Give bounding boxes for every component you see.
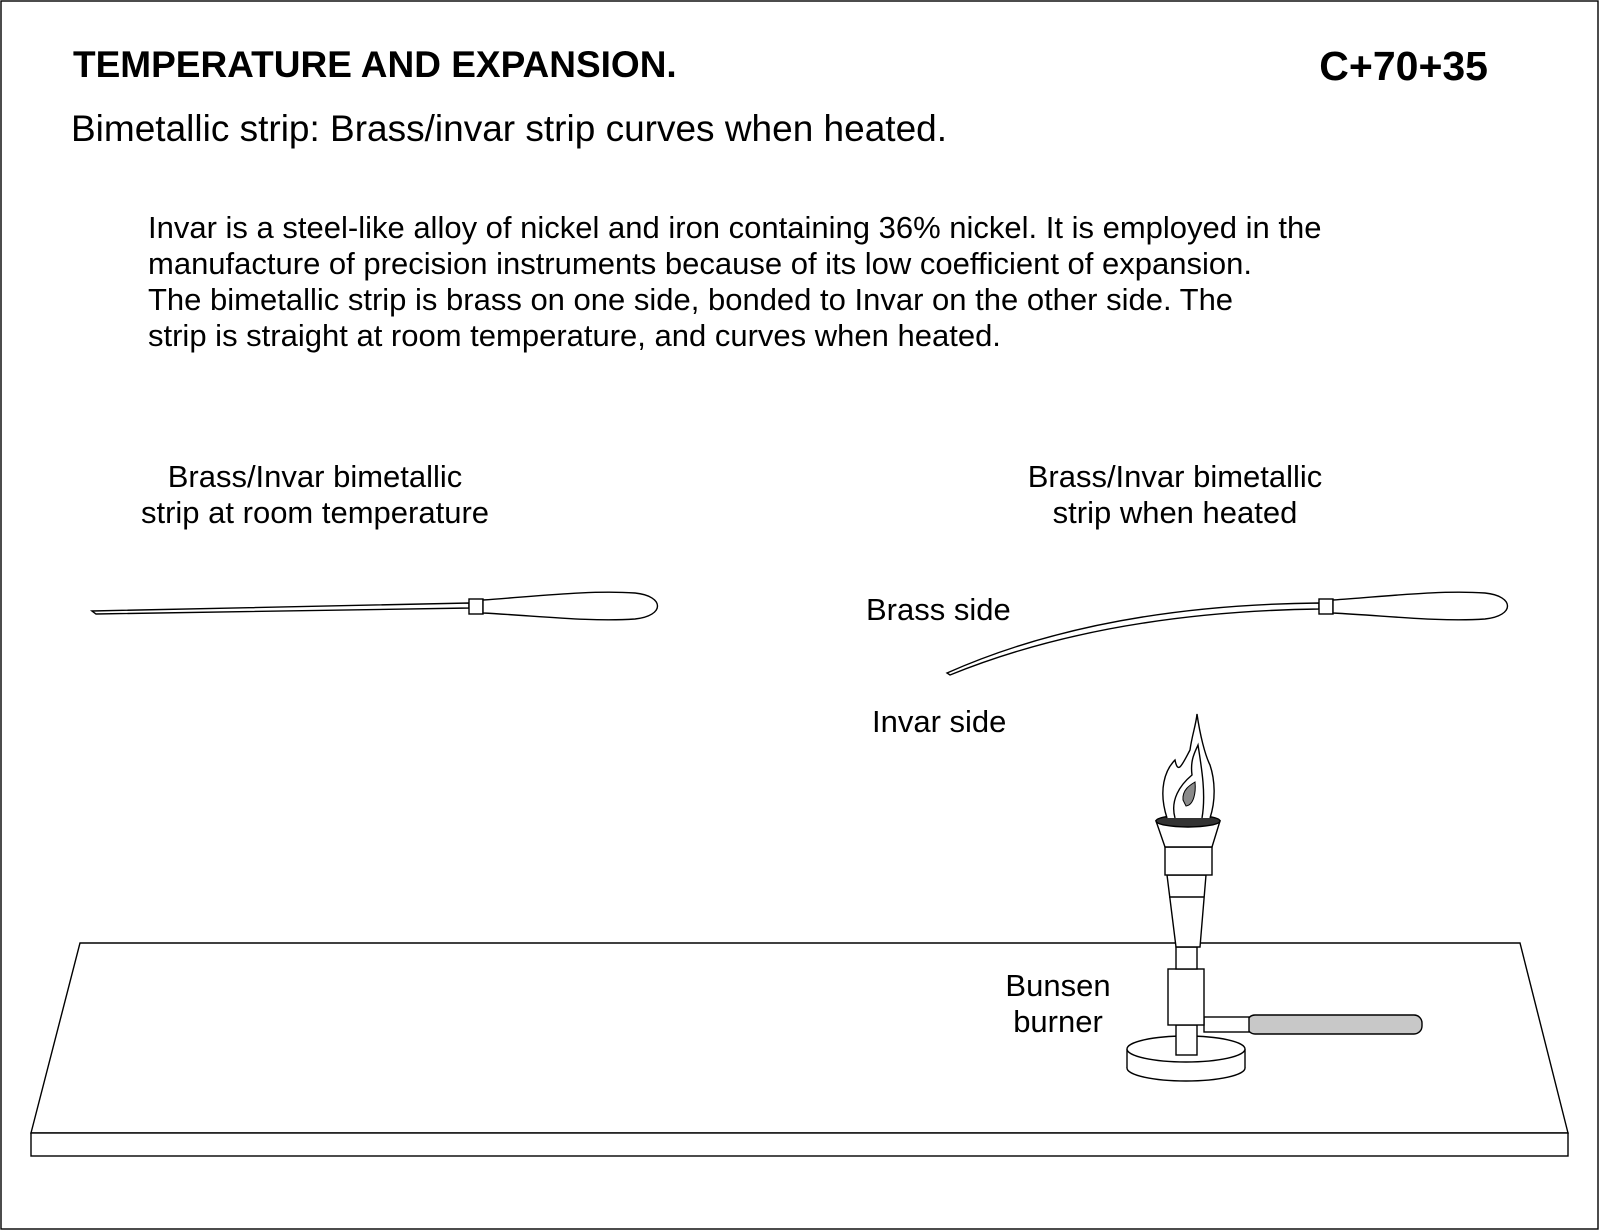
description-line: Invar is a steel-like alloy of nickel and iron containing 36% nickel. It is employed in the <box>148 210 1322 245</box>
table <box>31 943 1568 1156</box>
curved-bimetallic-strip <box>947 592 1508 675</box>
burner-tube <box>1167 875 1206 947</box>
bunsen-label-line1: Bunsen <box>1005 968 1111 1003</box>
description-line: strip is straight at room temperature, and curves when heated. <box>148 318 1001 353</box>
gas-hose <box>1247 1015 1422 1034</box>
description-line: manufacture of precision instruments because of its low coefficient of expansion. <box>148 246 1252 281</box>
description-line: The bimetallic strip is brass on one side, bonded to Invar on the other side. The <box>148 282 1234 317</box>
brass-side-label: Brass side <box>866 592 1011 627</box>
room-temp-label-line2: strip at room temperature <box>140 495 490 530</box>
strip-handle <box>1333 592 1508 620</box>
invar-side-label: Invar side <box>872 704 1007 739</box>
straight-bimetallic-strip <box>92 592 658 620</box>
page-subtitle: Bimetallic strip: Brass/invar strip curves when heated. <box>71 108 948 149</box>
bunsen-label-line2: burner <box>1013 1004 1103 1039</box>
page-title: TEMPERATURE AND EXPANSION. <box>73 44 677 85</box>
demo-code: C+70+35 <box>1319 43 1488 89</box>
air-sleeve <box>1168 969 1204 1025</box>
room-temp-label-line1: Brass/Invar bimetallic <box>167 459 463 494</box>
heated-label-line1: Brass/Invar bimetallic <box>1027 459 1323 494</box>
strip-handle <box>483 592 658 620</box>
description <box>148 210 1321 353</box>
heated-label-line2: strip when heated <box>1052 495 1298 530</box>
gas-inlet <box>1204 1017 1249 1032</box>
